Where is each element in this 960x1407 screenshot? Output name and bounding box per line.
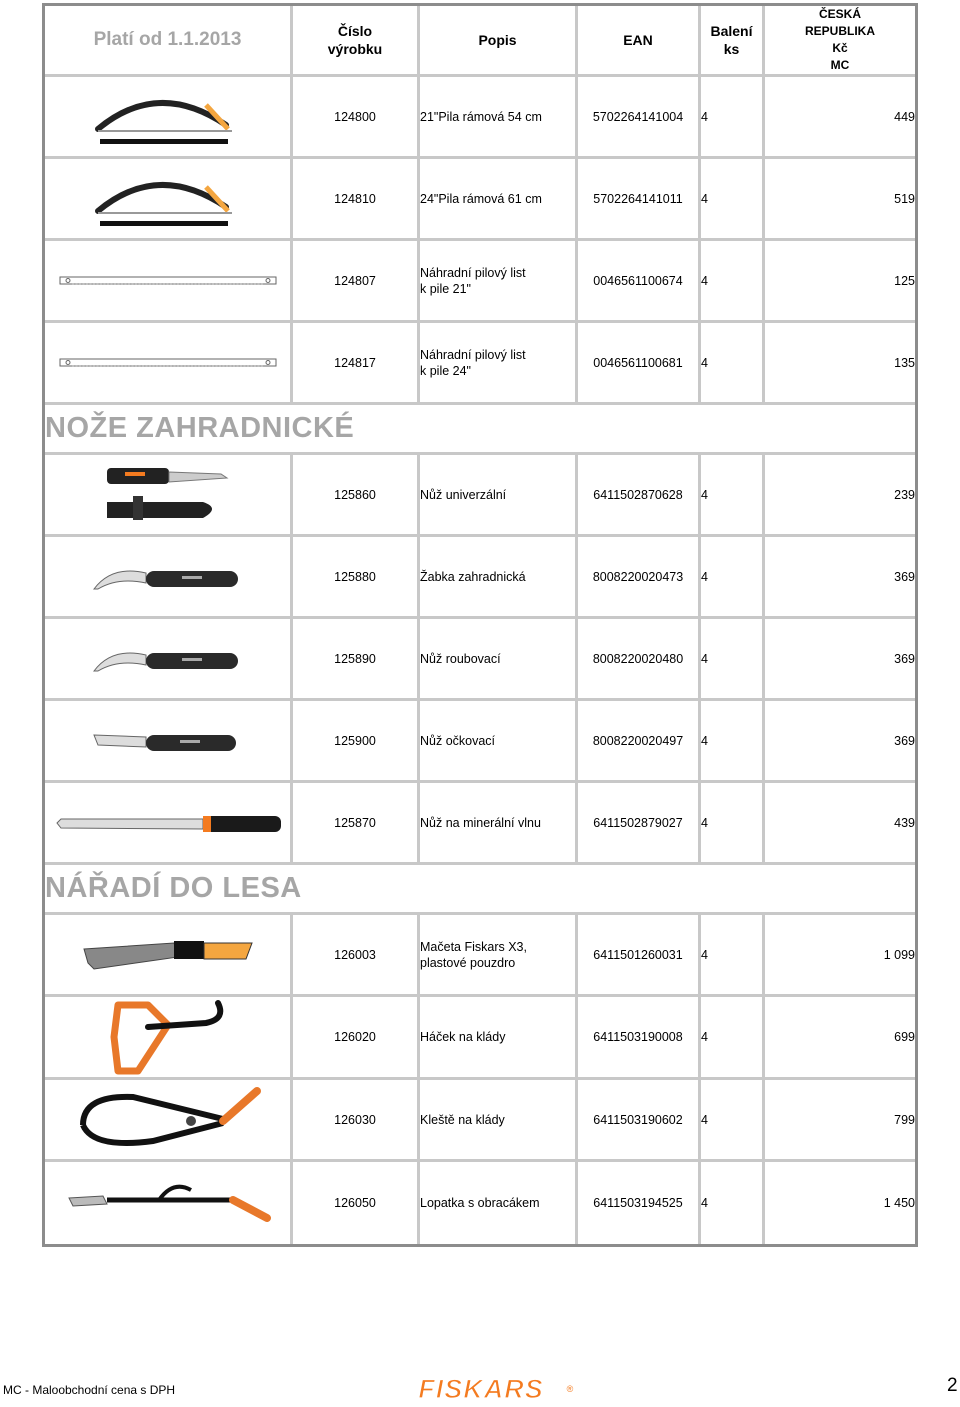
product-price: 1 450	[883, 1196, 915, 1210]
product-image	[45, 783, 293, 865]
product-code: 126020	[293, 997, 420, 1080]
description-line: Žabka zahradnická	[420, 569, 526, 584]
section-heading-row	[45, 865, 915, 915]
product-description	[420, 159, 578, 241]
svg-text:®: ®	[566, 1384, 574, 1394]
product-image	[45, 1080, 293, 1162]
long-knife-icon	[45, 808, 290, 838]
bow-saw-icon	[45, 169, 290, 229]
product-code: 126030	[293, 1080, 420, 1162]
section-heading: NÁŘADÍ DO LESA	[45, 865, 915, 915]
col-header-code: Číslo výrobku	[293, 6, 420, 77]
product-description	[420, 77, 578, 159]
saw-blade-icon	[45, 355, 290, 371]
section-heading-row	[45, 405, 915, 455]
product-image	[45, 241, 293, 323]
page-number: 2	[947, 1375, 958, 1396]
product-row	[45, 619, 915, 701]
product-price: 519	[765, 159, 915, 241]
product-description	[420, 701, 578, 783]
product-description	[420, 915, 578, 997]
price-list-table	[42, 3, 918, 1247]
product-ean: 5702264141004	[578, 77, 701, 159]
product-ean: 6411501260031	[578, 915, 701, 997]
product-price: 369	[765, 619, 915, 701]
log-hook-icon	[45, 997, 290, 1077]
budding-knife-icon	[45, 723, 290, 759]
product-description	[420, 455, 578, 537]
product-row	[45, 323, 915, 405]
description-line: plastové pouzdro	[420, 955, 516, 970]
product-description	[420, 323, 578, 405]
product-image	[45, 997, 293, 1080]
product-ean: 6411502870628	[578, 455, 701, 537]
product-image	[45, 619, 293, 701]
product-image	[45, 915, 293, 997]
description-line: Nůž na minerální vlnu	[420, 815, 541, 830]
bow-saw-icon	[45, 87, 290, 147]
product-pack-qty: 4	[701, 1080, 765, 1162]
product-image	[45, 77, 293, 159]
product-ean: 6411502879027	[578, 783, 701, 865]
description-line: Kleště na klády	[420, 1112, 505, 1127]
product-ean: 6411503194525	[578, 1162, 701, 1244]
log-tongs-icon	[45, 1085, 290, 1155]
product-row	[45, 701, 915, 783]
product-image	[45, 537, 293, 619]
product-description	[420, 241, 578, 323]
product-pack-qty: 4	[701, 159, 765, 241]
product-ean: 6411503190602	[578, 1080, 701, 1162]
col-header-ean: EAN	[578, 6, 701, 77]
hook-knife-icon	[45, 557, 290, 597]
product-price: 439	[765, 783, 915, 865]
product-code: 125860	[293, 455, 420, 537]
description-line: 21"Pila rámová 54 cm	[420, 109, 542, 124]
description-line: Háček na klády	[420, 1030, 506, 1044]
product-row	[45, 915, 915, 997]
col-header-pack: Balení ks	[701, 6, 765, 77]
product-row	[45, 1080, 915, 1162]
section-heading: NOŽE ZAHRADNICKÉ	[45, 405, 915, 455]
product-row	[45, 997, 915, 1080]
description-line: 24"Pila rámová 61 cm	[420, 191, 542, 206]
product-pack-qty: 4	[701, 241, 765, 323]
product-pack-qty: 4	[701, 783, 765, 865]
product-code: 125890	[293, 619, 420, 701]
product-description	[420, 619, 578, 701]
saw-blade-icon	[45, 273, 290, 289]
product-ean: 8008220020497	[578, 701, 701, 783]
col-header-description: Popis	[420, 6, 578, 77]
product-pack-qty: 4	[701, 915, 765, 997]
svg-text:FISKARS: FISKARS	[418, 1376, 544, 1402]
product-pack-qty: 4	[701, 997, 765, 1080]
description-line: k pile 21"	[420, 281, 471, 296]
knife-sheath-icon	[45, 462, 290, 528]
product-price: 699	[765, 997, 915, 1080]
product-price: 449	[765, 77, 915, 159]
product-code: 124817	[293, 323, 420, 405]
description-line: k pile 24"	[420, 363, 471, 378]
machete-icon	[45, 935, 290, 975]
col-header-price: ČESKÁ REPUBLIKA Kč MC	[765, 6, 915, 77]
fiskars-logo	[386, 1376, 576, 1402]
description-line: Nůž očkovací	[420, 733, 496, 748]
lifting-tool-icon	[45, 1178, 290, 1228]
valid-from-label: Platí od 1.1.2013	[45, 6, 293, 77]
product-price: 369	[765, 701, 915, 783]
product-description	[420, 1080, 578, 1162]
product-price: 799	[765, 1080, 915, 1162]
product-row	[45, 159, 915, 241]
product-row	[45, 1162, 915, 1244]
product-code: 124810	[293, 159, 420, 241]
product-code: 126050	[293, 1162, 420, 1244]
product-code: 125880	[293, 537, 420, 619]
product-code: 124807	[293, 241, 420, 323]
product-ean: 8008220020480	[578, 619, 701, 701]
product-row	[45, 77, 915, 159]
product-description	[420, 1162, 578, 1244]
product-pack-qty: 4	[701, 701, 765, 783]
product-pack-qty: 4	[701, 619, 765, 701]
description-line: Náhradní pilový list	[420, 347, 526, 362]
product-ean: 5702264141011	[578, 159, 701, 241]
product-image	[45, 1162, 293, 1244]
product-pack-qty: 4	[701, 537, 765, 619]
description-line: Lopatka s obracákem	[420, 1196, 540, 1210]
table-header-row	[45, 6, 915, 77]
product-code: 124800	[293, 77, 420, 159]
hook-knife-icon	[45, 639, 290, 679]
product-row	[45, 783, 915, 865]
product-ean: 6411503190008	[578, 997, 701, 1080]
product-code: 125900	[293, 701, 420, 783]
footer-price-note: MC - Maloobchodní cena s DPH	[3, 1383, 176, 1397]
description-line: Mačeta Fiskars X3,	[420, 939, 527, 954]
product-code: 125870	[293, 783, 420, 865]
description-line: Nůž univerzální	[420, 487, 507, 502]
product-price: 1 099	[765, 915, 915, 997]
product-row	[45, 537, 915, 619]
product-image	[45, 159, 293, 241]
product-pack-qty: 4	[701, 77, 765, 159]
product-pack-qty: 4	[701, 1162, 765, 1244]
product-price: 239	[765, 455, 915, 537]
product-ean: 8008220020473	[578, 537, 701, 619]
product-ean: 0046561100674	[578, 241, 701, 323]
product-price: 135	[765, 323, 915, 405]
product-price: 125	[765, 241, 915, 323]
product-row	[45, 241, 915, 323]
product-pack-qty: 4	[701, 455, 765, 537]
product-row	[45, 455, 915, 537]
product-code: 126003	[293, 915, 420, 997]
description-line: Náhradní pilový list	[420, 265, 526, 280]
product-price: 369	[765, 537, 915, 619]
product-image	[45, 323, 293, 405]
product-description	[420, 783, 578, 865]
product-image	[45, 455, 293, 537]
product-description	[420, 537, 578, 619]
product-description	[420, 997, 578, 1080]
description-line: Nůž roubovací	[420, 651, 501, 666]
product-ean: 0046561100681	[578, 323, 701, 405]
product-pack-qty: 4	[701, 323, 765, 405]
product-image	[45, 701, 293, 783]
